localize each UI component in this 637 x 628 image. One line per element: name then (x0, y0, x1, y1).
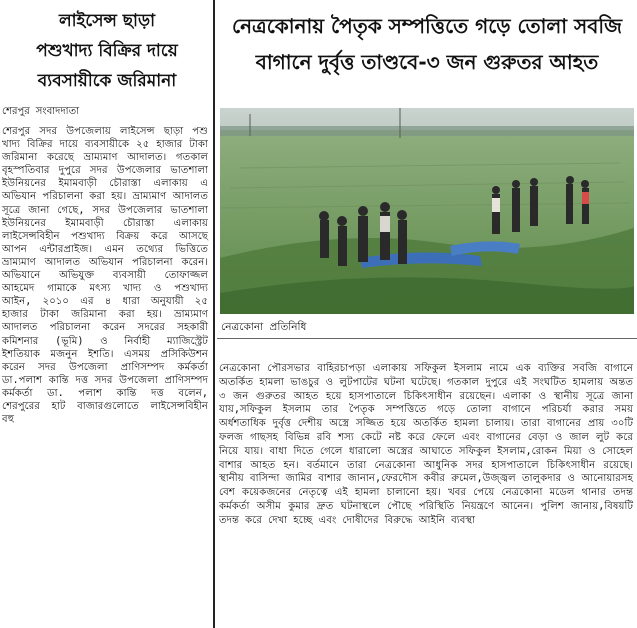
left-headline (6, 6, 208, 96)
photo-caption: নেত্রকোনা প্রতিনিধি (221, 321, 307, 333)
left-headline-line: পশুখাদ্য বিক্রির দায়ে (36, 41, 178, 61)
left-article (0, 0, 212, 628)
left-byline: শেরপুর সংবাদদাতা (2, 106, 79, 117)
column-divider (213, 0, 215, 628)
right-headline-line: বাগানে দুর্বৃত্ত তাণ্ডবে-৩ জন গুরুতর আহত (255, 50, 599, 74)
right-paragraph: নেত্রকোনা পৌরসভার বাহিরচাপড়া এলাকায় সফিকুল ইসলাম নামে এক ব্যক্তির সবজি বাগানে অতর্কিত হামলা ভাঙচুর ও লুটপাটের ঘটনা ঘটেছে। গতকাল দুপুরে এই সংঘটিত হামলায় অন্তত ৩ জন গুরুতর আহত হয়ে হাসপাতালে চিকিৎসাধীন রয়েছেন। এলাকা ও স্থানীয় সূত্রে জানা যায়,সফিকুল ইসলাম তার পৈতৃক সম্পত্তিতে গড়ে তোলা বাগানে পরিচর্যা করার সময় অর্ধশতাধিক দুর্বৃত্ত দেশীয় অস্ত্রে সজ্জিত হয়ে অতর্কিত হামলা চালায়। তারা বাগানের প্রায় ৩০টি ফলজ গাছসহ বিভিন্ন রবি শস্য কেটে নষ্ট করে ফেলে এবং বাগানের বেড়া ও জাল লুট করে নিয়ে যায়। বাধা দিতে গেলে ধারালো অস্ত্রের আঘাতে সফিকুল ইসলাম,রোকন মিয়া ও সোহেল বাশার আহত হন। বর্তমানে তারা নেত্রকোনা আধুনিক সদর হাসপাতালে চিকিৎসাধীন রয়েছে। স্থানীয় বাসিন্দা জামির বাশার জানান,ফেরদৌস কবীর রুমেল,উজ্জ্বল তালুকদার ও আনোয়ারসহ বেশ কয়েকজনের নেতৃত্বে এই হামলা চালানো হয়। খবর পেয়ে নেত্রকোনা মডেল থানার তদন্ত কর্মকর্তা অসীম কুমার দ্রুত ঘটনাস্থলে পৌছে পরিস্থিতি নিয়ন্ত্রণে আনেন। পুলিশ জানায়,বিষয়টি তদন্ত করে দেখা হচ্ছে এবং দোষীদের বিরুদ্ধে আইনি ব্যবস্থা (219, 363, 633, 526)
right-body (219, 362, 633, 528)
caption-divider (217, 338, 637, 339)
left-body (2, 125, 208, 426)
news-photo (220, 108, 634, 314)
right-headline-line: নেত্রকোনায় পৈতৃক সম্পত্তিতে গড়ে তোলা সবজি (231, 14, 623, 38)
right-article (217, 0, 637, 628)
left-headline-line: ব্যবসায়ীকে জরিমানা (37, 71, 177, 91)
field-scene-photo (220, 108, 634, 314)
left-paragraph: শেরপুর সদর উপজেলায় লাইসেন্স ছাড়া পশু খাদ্য বিক্রির দায়ে ব্যবসায়ীকে ২৫ হাজার টাকা জরিমানা করেছে ভ্রাম্যমাণ আদালত। গতকাল বৃহস্পতিবার দুপুরে সদর উপজেলার ভাতশালা ইউনিয়নের ইমামবাড়ী চৌরাস্তা এলাকায় এ অভিযান পরিচালনা করা হয়। ভ্রাম্যমাণ আদালত সূত্রে জানা গেছে, সদর উপজেলার ভাতশালা ইউনিয়নের ইমামবাড়ী চৌরাস্তা এলাকায় লাইসেন্সবিহীন পশুখাদ্য বিক্রয় করে আসছে আপন এন্টারপ্রাইজ। এমন তথ্যের ভিত্তিতে ভ্রাম্যমাণ আদালত অভিযান পরিচালনা করেন। অভিযানে অভিযুক্ত ব্যবসায়ী তোফাজ্জল আহমেদ গামাকে মৎস্য খাদ্য ও পশুখাদ্য আইন, ২০১০ এর ৪ ধারা অনুযায়ী ২৫ হাজার টাকা জরিমানা করা হয়। ভ্রাম্যমাণ আদালত পরিচালনা করেন সদরের সহকারী কমিশনার (ভূমি) ও নির্বাহী ম্যাজিস্ট্রেট ইশতিয়াক মজনুন ইশতি। এসময় প্রসিকিউশন করেন সদর উপজেলা প্রাণিসম্পদ কর্মকর্তা ডা.পলাশ কান্তি দত্ত সদর উপজেলা প্রাণিসম্পদ কর্মকর্তা ডা. পলাশ কান্তি দত্ত বলেন, শেরপুরের হাট বাজারগুলোতে লাইসেন্সবিহীন বহু (2, 126, 208, 426)
left-headline-line: লাইসেন্স ছাড়া (58, 11, 156, 31)
right-headline (221, 8, 633, 80)
